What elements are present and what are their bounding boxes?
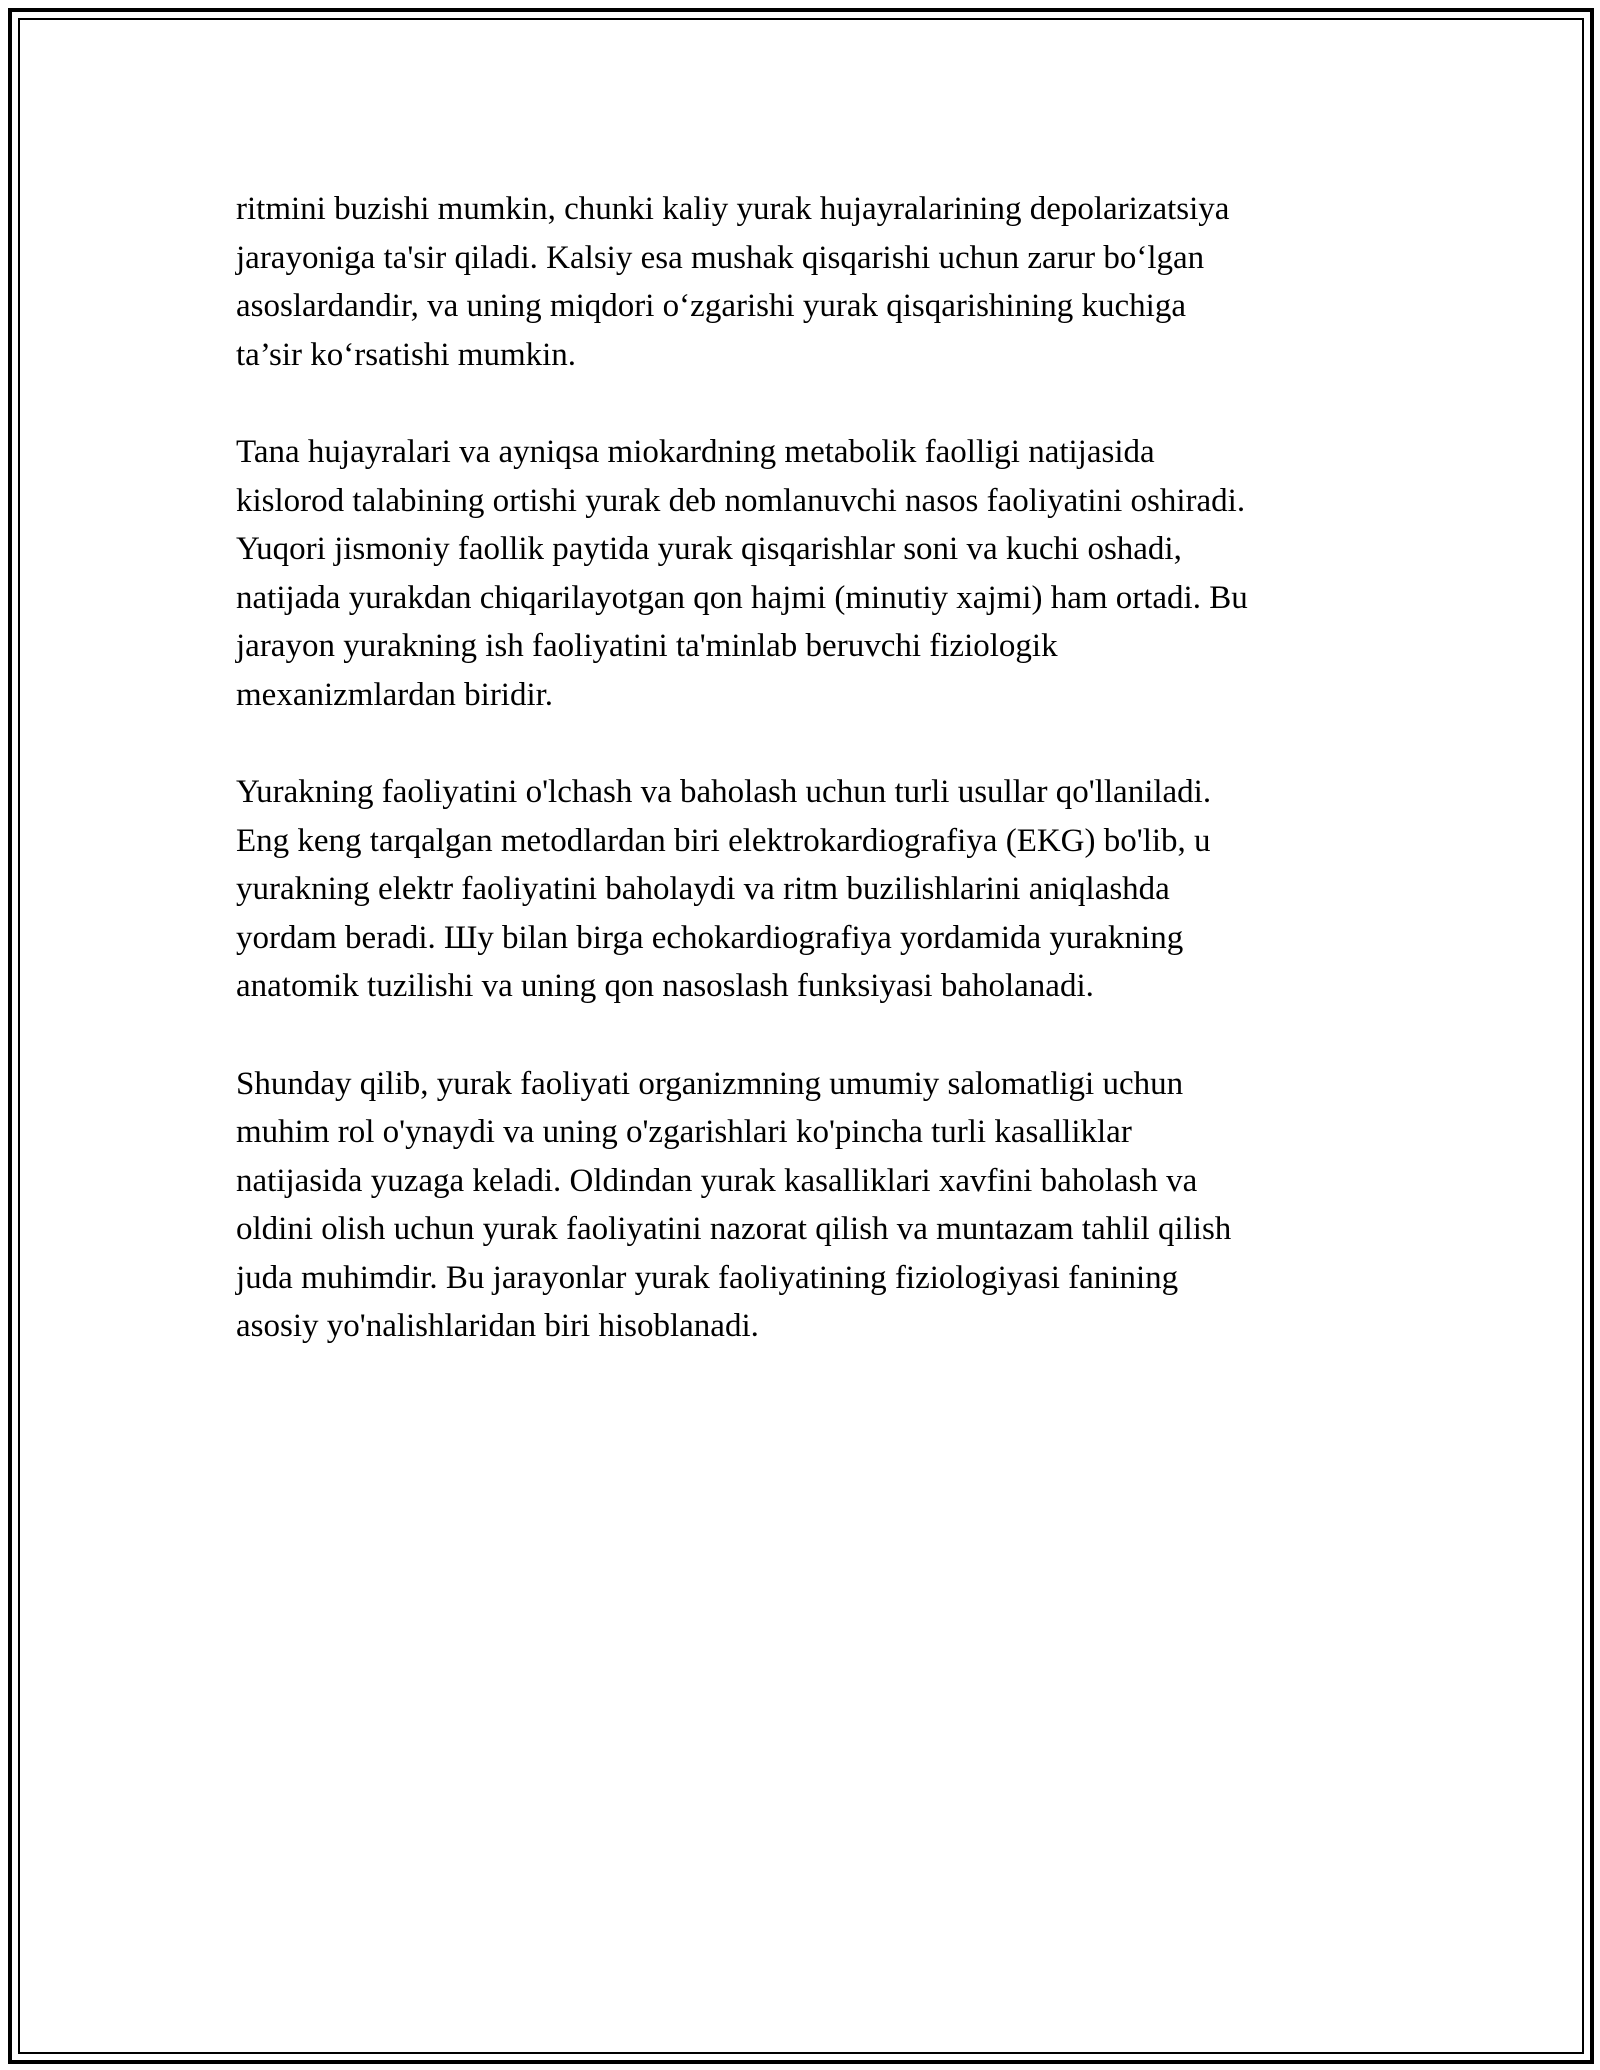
paragraph-3: [236, 768, 1366, 1011]
text-line: natijasida yuzaga keladi. Oldindan yurak kasalliklari xavfini baholash va: [236, 1162, 1198, 1199]
text-line: Tana hujayralari va ayniqsa miokardning metabolik faolligi natijasida: [236, 434, 1155, 470]
text-line: Shunday qilib, yurak faoliyati organizmning umumiy salomatligi uchun: [236, 1065, 1184, 1102]
text-line: kislorod talabining ortishi yurak deb nomlanuvchi nasos faoliyatini oshiradi.: [236, 482, 1246, 519]
text-line: jarayon yurakning ish faoliyatini ta'minlab beruvchi fiziologik: [236, 628, 1058, 664]
document-body: [236, 185, 1366, 1400]
text-line: yordam beradi. Шу bilan birga echokardiografiya yordamida yurakning: [236, 919, 1184, 956]
text-line: ritmini buzishi mumkin, chunki kaliy yurak hujayralarining depolarizatsiya: [236, 191, 1230, 227]
text-line: juda muhimdir. Bu jarayonlar yurak faoliyatining fiziologiyasi fanining: [236, 1259, 1179, 1296]
text-line: Eng keng tarqalgan metodlardan biri elektrokardiografiya (EKG) bo'lib, u: [236, 822, 1211, 859]
text-line: jarayoniga ta'sir qiladi. Kalsiy esa mushak qisqarishi uchun zarur bo‘lgan: [236, 239, 1205, 276]
text-line: mexanizmlardan biridir.: [236, 676, 554, 713]
text-line: yurakning elektr faoliyatini baholaydi va ritm buzilishlarini aniqlashda: [236, 871, 1170, 907]
text-line: Yurakning faoliyatini o'lchash va baholash uchun turli usullar qo'llaniladi.: [236, 774, 1212, 810]
text-line: asosiy yo'nalishlaridan biri hisoblanadi.: [236, 1308, 759, 1344]
paragraph-1: [236, 185, 1366, 379]
text-line: anatomik tuzilishi va uning qon nasoslash funksiyasi baholanadi.: [236, 968, 1094, 1004]
paragraph-4: [236, 1060, 1366, 1351]
text-line: Yuqori jismoniy faollik paytida yurak qisqarishlar soni va kuchi oshadi,: [236, 531, 1182, 567]
text-line: oldini olish uchun yurak faoliyatini nazorat qilish va muntazam tahlil qilish: [236, 1211, 1232, 1247]
text-line: muhim rol o'ynaydi va uning o'zgarishlari ko'pincha turli kasalliklar: [236, 1114, 1132, 1150]
paragraph-2: [236, 428, 1366, 719]
text-line: ta’sir ko‘rsatishi mumkin.: [236, 336, 577, 373]
text-line: asoslardandir, va uning miqdori o‘zgarishi yurak qisqarishining kuchiga: [236, 288, 1186, 324]
text-line: natijada yurakdan chiqarilayotgan qon hajmi (minutiy xajmi) ham ortadi. Bu: [236, 579, 1248, 616]
